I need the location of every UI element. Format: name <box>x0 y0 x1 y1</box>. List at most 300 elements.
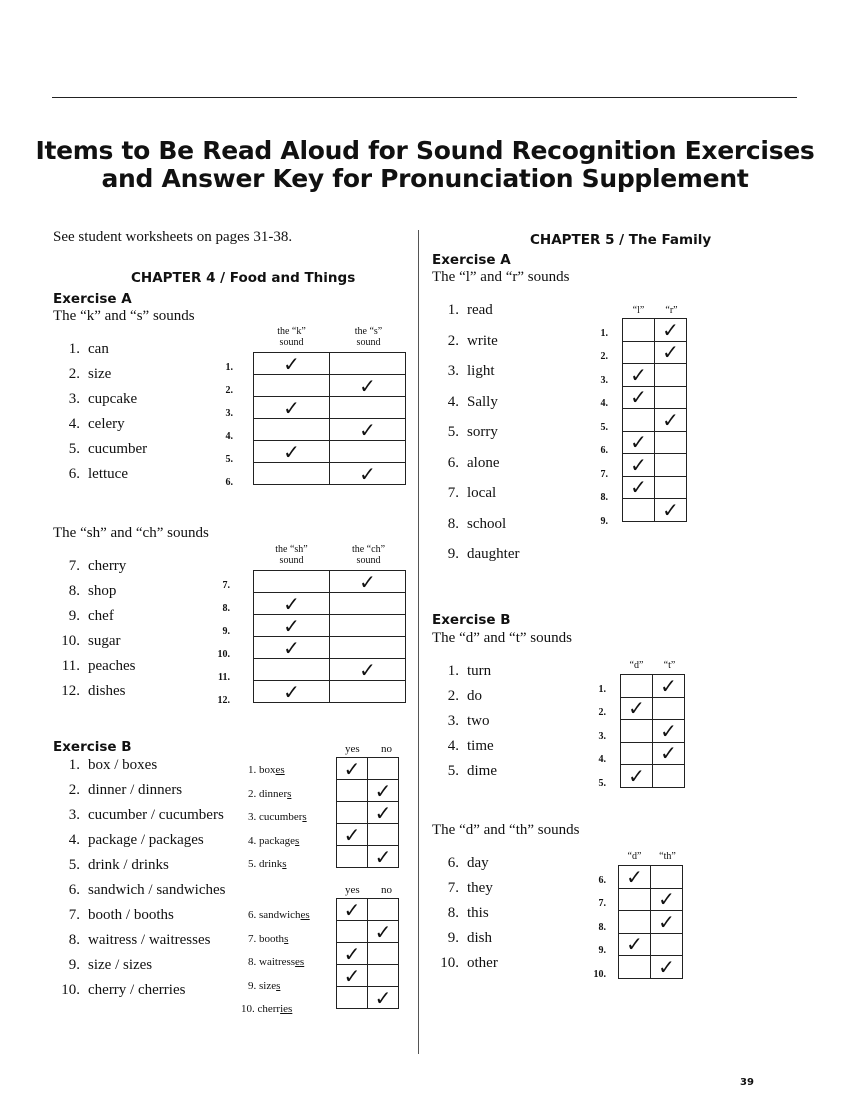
item-pair: sandwich / sandwiches <box>88 882 226 898</box>
page-title <box>0 137 850 193</box>
item-number: 4. <box>68 416 80 432</box>
item-word: this <box>467 905 489 921</box>
ch5-exA-subtitle: The “l” and “r” sounds <box>432 269 570 285</box>
answer-cell <box>337 758 368 780</box>
item-word: local <box>467 485 497 501</box>
row-number: 5. <box>225 453 233 465</box>
key-ending-underlined: es <box>275 764 285 776</box>
item-pair: box / boxes <box>88 757 158 773</box>
key-number: 8. <box>248 956 259 968</box>
row-number: 7. <box>222 579 230 591</box>
list-item <box>433 905 489 922</box>
answer-cell <box>330 637 406 659</box>
list-item <box>433 688 482 705</box>
answer-cell <box>330 353 406 375</box>
answer-cell <box>368 846 399 868</box>
checkmark-icon: ✓ <box>626 932 643 957</box>
key-word <box>241 1003 292 1015</box>
checkmark-icon: ✓ <box>658 887 675 912</box>
item-pair: package / packages <box>88 832 204 848</box>
answer-cell <box>337 987 368 1009</box>
answer-cell <box>337 899 368 921</box>
item-word: dish <box>467 930 493 946</box>
key-word <box>248 811 307 823</box>
checkmark-icon: ✓ <box>662 317 679 342</box>
checkmark-icon: ✓ <box>343 963 361 988</box>
answer-cell <box>337 824 368 846</box>
answer-cell <box>254 637 330 659</box>
checkmark-icon: ✓ <box>283 439 300 464</box>
answer-cell <box>651 888 683 911</box>
title-line-2: and Answer Key for Pronunciation Supplement <box>101 164 749 193</box>
list-item <box>433 485 496 502</box>
item-number: 1. <box>68 341 80 357</box>
answer-row <box>619 956 683 979</box>
answer-row <box>254 659 406 681</box>
item-word: do <box>467 688 482 704</box>
item-pair: booth / booths <box>88 907 174 923</box>
answer-row <box>623 319 687 342</box>
item-pair: dinner / dinners <box>88 782 183 798</box>
row-number: 6. <box>600 445 608 457</box>
answer-cell <box>623 386 655 409</box>
column-header-line: “r” <box>665 305 678 316</box>
checkmark-icon: ✓ <box>374 778 392 803</box>
checkmark-icon: ✓ <box>630 430 647 455</box>
checkmark-icon: ✓ <box>662 497 679 522</box>
answer-cell <box>623 364 655 387</box>
list-item <box>54 932 210 949</box>
row-number: 2. <box>598 707 606 719</box>
list-item <box>54 366 111 383</box>
checkmark-icon: ✓ <box>658 909 675 934</box>
item-word: sugar <box>88 633 121 649</box>
list-item <box>54 982 185 999</box>
key-word <box>248 956 304 968</box>
item-number: 8. <box>68 583 80 599</box>
checkmark-icon: ✓ <box>660 741 677 766</box>
list-item <box>54 608 114 625</box>
key-base: box <box>259 764 276 776</box>
item-number: 9. <box>68 608 80 624</box>
no-header: no <box>381 743 392 755</box>
key-base: cucumber <box>259 811 303 823</box>
answer-cell <box>651 866 683 889</box>
list-item <box>54 658 135 675</box>
yes-header: yes <box>345 884 360 896</box>
list-item <box>433 763 497 780</box>
checkmark-icon: ✓ <box>283 679 300 704</box>
list-item <box>54 882 225 899</box>
key-ending-underlined: es <box>300 909 310 921</box>
checkmark-icon: ✓ <box>359 461 376 486</box>
answer-cell <box>653 675 685 698</box>
list-item <box>54 441 147 458</box>
row-number: 7. <box>598 898 606 910</box>
item-word: cupcake <box>88 391 138 407</box>
chapter4-heading: CHAPTER 4 / Food and Things <box>131 270 356 286</box>
key-ending-underlined: ies <box>280 1003 293 1015</box>
item-word: other <box>467 955 498 971</box>
key-word <box>248 933 288 945</box>
item-number: 3. <box>68 391 80 407</box>
row-number: 8. <box>222 602 230 614</box>
row-number: 8. <box>598 921 606 933</box>
answer-row <box>619 911 683 934</box>
answer-row <box>254 375 406 397</box>
item-number: 5. <box>68 857 80 873</box>
key-base: cherr <box>257 1003 281 1015</box>
answer-row <box>619 933 683 956</box>
answer-cell <box>337 921 368 943</box>
list-item <box>433 738 494 755</box>
key-word <box>248 980 280 992</box>
item-word: light <box>467 363 495 379</box>
answer-cell <box>368 943 399 965</box>
column-header <box>620 660 653 671</box>
answer-cell <box>337 846 368 868</box>
answer-cell <box>621 675 653 698</box>
row-number: 3. <box>600 374 608 386</box>
answer-row <box>623 386 687 409</box>
item-number: 9. <box>68 957 80 973</box>
item-word: cucumber <box>88 441 148 457</box>
column-header <box>330 326 407 348</box>
item-number: 10. <box>61 633 80 649</box>
item-number: 2. <box>447 332 459 349</box>
column-header-line: the “sh” <box>275 544 308 555</box>
ch5-exerciseA-label: Exercise A <box>432 252 511 268</box>
item-word: time <box>467 738 494 754</box>
checkmark-icon: ✓ <box>283 635 300 660</box>
key-base: dinner <box>259 787 288 800</box>
row-number: 4. <box>225 430 233 442</box>
list-item <box>433 333 498 350</box>
checkmark-icon: ✓ <box>359 657 376 682</box>
item-pair: size / sizes <box>88 957 153 973</box>
row-number: 10. <box>593 968 606 980</box>
row-number: 7. <box>600 468 608 480</box>
list-item <box>54 391 137 408</box>
item-word: shop <box>88 583 117 599</box>
answer-row <box>623 476 687 499</box>
item-word: cherry <box>88 558 127 574</box>
answer-cell <box>254 353 330 375</box>
row-number: 3. <box>598 730 606 742</box>
answer-cell <box>623 319 655 342</box>
item-word: Sally <box>467 393 498 410</box>
checkmark-icon: ✓ <box>343 941 361 966</box>
item-number: 7. <box>68 558 80 574</box>
answer-cell <box>254 615 330 637</box>
row-number: 5. <box>598 777 606 789</box>
ch5-exerciseB-label: Exercise B <box>432 612 511 628</box>
answer-row <box>621 742 685 765</box>
checkmark-icon: ✓ <box>660 718 677 743</box>
item-word: daughter <box>467 546 520 562</box>
row-number: 3. <box>225 407 233 419</box>
item-number: 1. <box>447 302 459 318</box>
checkmark-icon: ✓ <box>628 696 645 721</box>
list-item <box>433 855 489 872</box>
answer-cell <box>655 364 687 387</box>
answer-cell <box>619 888 651 911</box>
item-number: 8. <box>68 932 80 948</box>
list-item <box>54 683 126 700</box>
list-item <box>54 782 182 799</box>
answer-cell <box>623 476 655 499</box>
key-number: 3. <box>248 811 259 823</box>
checkmark-icon: ✓ <box>343 822 361 847</box>
answer-cell <box>623 409 655 432</box>
column-header-line: sound <box>356 555 381 566</box>
key-number: 6. <box>248 909 259 921</box>
item-number: 1. <box>68 757 80 773</box>
key-word <box>248 835 299 847</box>
row-number: 12. <box>217 694 230 706</box>
row-number: 1. <box>225 361 233 373</box>
checkmark-icon: ✓ <box>343 897 361 922</box>
list-item <box>433 455 499 472</box>
column-header <box>655 305 688 316</box>
checkmark-icon: ✓ <box>374 800 392 825</box>
row-number: 5. <box>600 421 608 433</box>
item-number: 4. <box>447 393 459 410</box>
key-word <box>248 909 310 921</box>
ch4-exerciseB-label: Exercise B <box>53 739 132 755</box>
item-number: 12. <box>61 683 80 699</box>
checkmark-icon: ✓ <box>374 919 392 944</box>
answer-row <box>254 571 406 593</box>
item-word: school <box>467 515 507 532</box>
row-number: 9. <box>600 515 608 527</box>
list-item <box>54 466 128 483</box>
ch5-exB-part1-subtitle: The “d” and “t” sounds <box>432 630 572 646</box>
column-header <box>253 326 330 348</box>
key-number: 2. <box>248 787 259 800</box>
answer-cell <box>368 780 399 802</box>
key-ending-underlined: es <box>295 956 305 968</box>
checkmark-icon: ✓ <box>630 385 647 410</box>
key-ending-underlined: s <box>284 932 289 945</box>
item-number: 5. <box>447 763 459 779</box>
row-number: 4. <box>600 398 608 410</box>
list-item <box>433 663 491 680</box>
answer-row <box>623 499 687 522</box>
answer-grid <box>336 898 399 1009</box>
key-base: waitress <box>259 956 296 968</box>
answer-cell <box>651 933 683 956</box>
answer-cell <box>330 375 406 397</box>
item-number: 2. <box>447 688 459 704</box>
key-word <box>248 788 291 800</box>
item-number: 6. <box>447 855 459 871</box>
no-header: no <box>381 884 392 896</box>
answer-row <box>621 765 685 788</box>
item-number: 3. <box>447 713 459 729</box>
answer-cell <box>621 720 653 743</box>
answer-cell <box>254 659 330 681</box>
answer-cell <box>655 499 687 522</box>
answer-cell <box>623 499 655 522</box>
key-ending-underlined: s <box>302 811 307 823</box>
item-word: day <box>467 855 489 871</box>
list-item <box>433 930 492 947</box>
item-pair: waitress / waitresses <box>88 932 211 948</box>
column-header <box>651 851 684 862</box>
answer-row <box>619 888 683 911</box>
row-number: 1. <box>598 683 606 695</box>
answer-cell <box>368 824 399 846</box>
ch5-exB-part2-subtitle: The “d” and “th” sounds <box>432 822 580 838</box>
answer-row <box>254 441 406 463</box>
key-base: drink <box>259 858 283 870</box>
key-ending-underlined: s <box>282 858 287 870</box>
answer-grid <box>620 674 685 788</box>
key-number: 4. <box>248 834 259 847</box>
checkmark-icon: ✓ <box>630 452 647 477</box>
checkmark-icon: ✓ <box>630 362 647 387</box>
item-number: 7. <box>447 485 459 501</box>
key-word <box>248 764 285 776</box>
column-header-line: “d” <box>629 660 644 671</box>
checkmark-icon: ✓ <box>628 763 645 788</box>
chapter5-heading: CHAPTER 5 / The Family <box>530 232 712 248</box>
answer-cell <box>254 397 330 419</box>
checkmark-icon: ✓ <box>283 351 300 376</box>
item-number: 3. <box>447 363 459 379</box>
item-word: lettuce <box>88 466 128 482</box>
row-number: 9. <box>598 945 606 957</box>
list-item <box>433 424 498 441</box>
list-item <box>54 957 152 974</box>
column-divider <box>418 230 419 1054</box>
checkmark-icon: ✓ <box>658 954 675 979</box>
answer-cell <box>254 419 330 441</box>
answer-cell <box>619 911 651 934</box>
answer-cell <box>337 943 368 965</box>
column-header-line: “t” <box>663 660 676 671</box>
column-header-line: “th” <box>659 851 676 862</box>
answer-row <box>254 397 406 419</box>
item-number: 6. <box>447 454 459 471</box>
key-number: 5. <box>248 858 259 870</box>
answer-cell <box>368 802 399 824</box>
column-header-line: sound <box>279 555 304 566</box>
answer-cell <box>254 593 330 615</box>
checkmark-icon: ✓ <box>359 569 376 594</box>
item-word: read <box>467 302 493 318</box>
answer-row <box>254 615 406 637</box>
key-ending-underlined: s <box>295 834 300 847</box>
list-item <box>54 633 121 650</box>
item-word: sorry <box>467 424 498 440</box>
item-number: 7. <box>447 880 459 896</box>
answer-cell <box>330 441 406 463</box>
answer-cell <box>330 615 406 637</box>
answer-row <box>254 637 406 659</box>
item-number: 5. <box>447 424 459 440</box>
column-header-line: the “k” <box>277 326 306 337</box>
list-item <box>433 516 506 533</box>
item-number: 9. <box>447 546 459 562</box>
answer-cell <box>330 681 406 703</box>
answer-cell <box>653 720 685 743</box>
item-pair: cucumber / cucumbers <box>88 807 224 823</box>
answer-cell <box>254 463 330 485</box>
list-item <box>433 955 498 972</box>
checkmark-icon: ✓ <box>660 673 677 698</box>
answer-cell <box>330 659 406 681</box>
answer-cell <box>619 866 651 889</box>
answer-cell <box>655 431 687 454</box>
yes-header: yes <box>345 743 360 755</box>
answer-cell <box>337 802 368 824</box>
answer-cell <box>368 758 399 780</box>
row-number: 2. <box>600 351 608 363</box>
answer-cell <box>621 697 653 720</box>
answer-row <box>621 697 685 720</box>
key-base: booth <box>259 932 285 945</box>
item-number: 6. <box>68 882 80 898</box>
answer-row <box>623 431 687 454</box>
item-number: 3. <box>68 807 80 823</box>
column-header-line: “l” <box>632 305 645 316</box>
row-number: 4. <box>598 754 606 766</box>
row-number: 6. <box>598 874 606 886</box>
answer-cell <box>254 375 330 397</box>
answer-cell <box>337 965 368 987</box>
answer-grid <box>253 570 406 703</box>
key-base: package <box>259 834 296 847</box>
item-number: 5. <box>68 441 80 457</box>
intro-text: See student worksheets on pages 31-38. <box>53 229 293 245</box>
answer-cell <box>330 463 406 485</box>
ch4-exA-part1-subtitle: The “k” and “s” sounds <box>53 308 195 324</box>
answer-cell <box>619 933 651 956</box>
answer-row <box>623 341 687 364</box>
answer-cell <box>655 319 687 342</box>
list-item <box>54 757 157 774</box>
top-rule <box>52 97 797 98</box>
item-number: 9. <box>447 930 459 946</box>
item-number: 1. <box>447 663 459 679</box>
answer-cell <box>623 454 655 477</box>
answer-cell <box>330 571 406 593</box>
answer-row <box>623 454 687 477</box>
column-header <box>330 544 407 566</box>
list-item <box>433 546 519 563</box>
key-word <box>248 858 287 870</box>
item-word: write <box>467 332 498 349</box>
column-header <box>653 660 686 671</box>
answer-cell <box>368 921 399 943</box>
column-header <box>253 544 330 566</box>
answer-cell <box>330 593 406 615</box>
answer-row <box>254 353 406 375</box>
answer-row <box>254 681 406 703</box>
answer-row <box>623 364 687 387</box>
answer-cell <box>337 780 368 802</box>
item-number: 10. <box>440 955 459 971</box>
page-number: 39 <box>740 1077 754 1088</box>
item-word: dime <box>467 763 497 779</box>
answer-cell <box>655 409 687 432</box>
item-number: 8. <box>447 515 459 532</box>
item-word: can <box>88 341 109 357</box>
answer-cell <box>330 419 406 441</box>
column-header-line: sound <box>279 337 304 348</box>
